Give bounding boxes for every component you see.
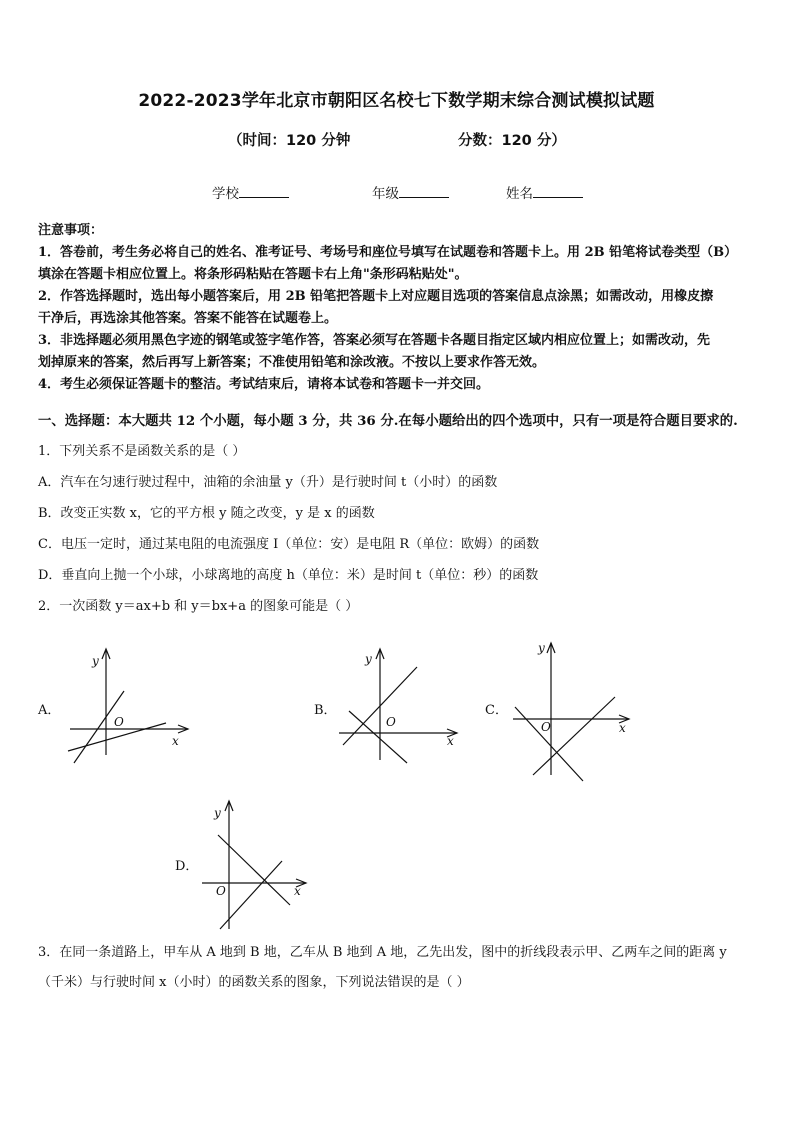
notice-line: 3．非选择题必须用黑色字迹的钢笔或签字笔作答，答案必须写在答题卡各题目指定区域内相应位置上；如需改动，先 xyxy=(38,333,711,348)
q2-graph-a xyxy=(60,645,200,770)
q3-stem-line2: （千米）与行驶时间 x（小时）的函数关系的图象，下列说法错误的是（ ） xyxy=(38,975,470,990)
x-label: x xyxy=(447,734,454,748)
line-2 xyxy=(349,711,407,763)
page-title: 2022-2023学年北京市朝阳区名校七下数学期末综合测试模拟试题 xyxy=(138,91,655,111)
x-label: x xyxy=(619,721,626,735)
q2-graph-c xyxy=(505,635,635,785)
school-blank xyxy=(239,184,289,198)
school-label: 学校 xyxy=(212,186,239,202)
q2-stem: 2．一次函数 y＝ax+b 和 y＝bx+a 的图象可能是（ ） xyxy=(38,599,359,614)
q2-graph-d xyxy=(198,795,313,935)
y-label: y xyxy=(92,654,99,668)
notice-heading: 注意事项： xyxy=(38,223,104,238)
y-label: y xyxy=(214,806,221,820)
q2-label-d: D． xyxy=(175,859,199,874)
q1-option-d: D．垂直向上抛一个小球，小球离地的高度 h（单位：米）是时间 t（单位：秒）的函数 xyxy=(38,568,539,583)
q2-label-c: C． xyxy=(485,703,508,718)
name-label: 姓名 xyxy=(506,186,533,202)
exam-score: 分数：120 分） xyxy=(458,133,566,149)
notice-line: 1．答卷前，考生务必将自己的姓名、准考证号、考场号和座位号填写在试题卷和答题卡上。用 2B 铅笔将试卷类型（B） xyxy=(38,245,738,260)
q3-stem-line1: 3．在同一条道路上，甲车从 A 地到 B 地，乙车从 B 地到 A 地，乙先出发，图中的折线段表示甲、乙两车之间的距离 y xyxy=(38,945,727,960)
notice-line: 2．作答选择题时，选出每小题答案后，用 2B 铅笔把答题卡上对应题目选项的答案信息点涂黑；如需改动，用橡皮擦 xyxy=(38,289,714,304)
origin-label: O xyxy=(386,715,396,729)
line-2 xyxy=(533,697,615,775)
q2-label-a: A． xyxy=(38,703,61,718)
notice-line: 划掉原来的答案，然后再写上新答案；不准使用铅笔和涂改液。不按以上要求作答无效。 xyxy=(38,355,546,370)
name-field xyxy=(506,182,583,202)
grade-blank xyxy=(399,184,449,198)
origin-label: O xyxy=(216,884,226,898)
q1-stem: 1．下列关系不是函数关系的是（ ） xyxy=(38,444,246,459)
x-label: x xyxy=(172,734,179,748)
q1-option-b: B．改变正实数 x，它的平方根 y 随之改变，y 是 x 的函数 xyxy=(38,506,375,521)
school-field xyxy=(212,182,289,202)
exam-time: （时间：120 分钟 xyxy=(228,133,351,149)
q2-graph-b xyxy=(335,645,465,770)
origin-label: O xyxy=(114,715,124,729)
q2-label-b: B． xyxy=(314,703,337,718)
x-label: x xyxy=(294,884,301,898)
y-label: y xyxy=(538,641,545,655)
notice-line: 填涂在答题卡相应位置上。将条形码粘贴在答题卡右上角"条形码粘贴处"。 xyxy=(38,267,468,282)
origin-label: O xyxy=(541,720,551,734)
line-1 xyxy=(515,707,583,781)
q1-option-a: A．汽车在匀速行驶过程中，油箱的余油量 y（升）是行驶时间 t（小时）的函数 xyxy=(38,475,498,490)
notice-line: 干净后，再选涂其他答案。答案不能答在试题卷上。 xyxy=(38,311,338,326)
grade-label: 年级 xyxy=(372,186,399,202)
y-label: y xyxy=(365,652,372,666)
name-blank xyxy=(533,184,583,198)
q1-option-c: C．电压一定时，通过某电阻的电流强度 I（单位：安）是电阻 R（单位：欧姆）的函数 xyxy=(38,537,540,552)
grade-field xyxy=(372,182,449,202)
notice-line: 4．考生必须保证答题卡的整洁。考试结束后，请将本试卷和答题卡一并交回。 xyxy=(38,377,490,392)
section-heading: 一、选择题：本大题共 12 个小题，每小题 3 分，共 36 分.在每小题给出的四个选项中，只有一项是符合题目要求的. xyxy=(38,413,738,429)
